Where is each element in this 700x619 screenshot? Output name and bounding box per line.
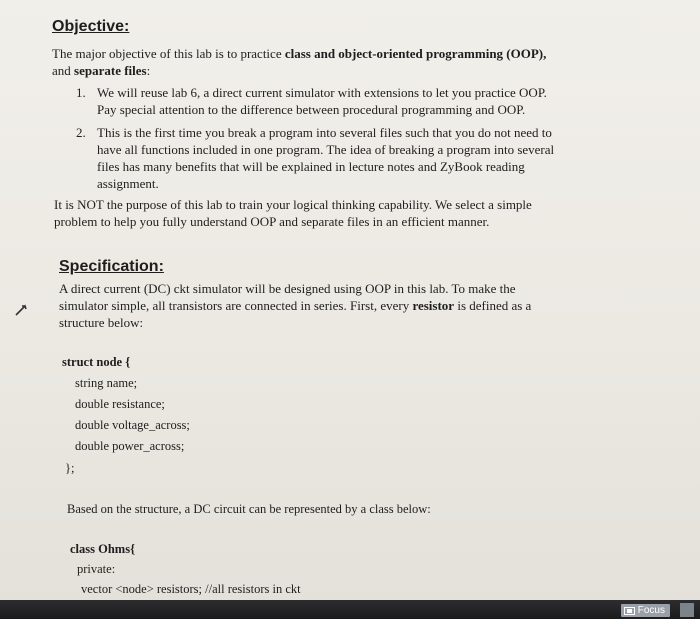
- struct-field-voltage: double voltage_across;: [75, 418, 190, 432]
- struct-field-power: double power_across;: [75, 439, 185, 453]
- list-item-2-line-2: have all functions included in one program. The idea of breaking a program into several: [97, 142, 555, 157]
- specification-line-2-text: simulator simple, all transistors are connected in series. First, every: [59, 298, 413, 313]
- objective-intro-line-1: [52, 46, 546, 62]
- objective-intro2-colon: :: [146, 63, 151, 78]
- objective-closing-line-2: problem to help you fully understand OOP and separate files in an efficient manner.: [54, 214, 490, 229]
- focus-label: Focus: [637, 605, 665, 616]
- class-access-private: private:: [77, 562, 116, 576]
- objective-intro2-text: and: [52, 63, 75, 78]
- specification-line-1: A direct current (DC) ckt simulator will be designed using OOP in this lab. To make the: [59, 281, 516, 296]
- class-intro-text: Based on the structure, a DC circuit can be represented by a class below:: [67, 502, 431, 516]
- struct-close: };: [65, 461, 75, 475]
- specification-line-2: [59, 298, 531, 314]
- focus-button[interactable]: [621, 604, 670, 617]
- class-member-resistors: vector <node> resistors; //all resistors in ckt: [81, 582, 301, 596]
- list-item-2-line-3: files has many benefits that will be explained in lecture notes and ZyBook reading: [97, 159, 525, 174]
- list-item-2-line-4: assignment.: [97, 176, 159, 191]
- pen-mark-icon: [14, 303, 28, 317]
- class-open: class Ohms{: [70, 542, 136, 556]
- list-number-1: 1.: [76, 85, 86, 100]
- specification-heading: Specification:: [59, 258, 164, 275]
- focus-icon: [624, 607, 635, 615]
- specification-line-2-end: is defined as a: [454, 298, 532, 313]
- objective-closing-line-1: It is NOT the purpose of this lab to train your logical thinking capability. We select a simple: [54, 197, 532, 212]
- list-item-1-line-2: Pay special attention to the difference between procedural programming and OOP.: [97, 102, 526, 117]
- objective-heading: Objective:: [52, 18, 130, 35]
- list-item-2-line-1: This is the first time you break a program into several files such that you do not need to: [97, 125, 552, 140]
- list-number-2: 2.: [76, 125, 86, 140]
- list-item-1-line-1: We will reuse lab 6, a direct current simulator with extensions to let you practice OOP.: [97, 85, 547, 100]
- bottom-toolbar: [0, 600, 700, 619]
- expand-icon[interactable]: [680, 603, 694, 617]
- struct-open: struct node {: [62, 355, 131, 369]
- objective-intro2-bold: separate files: [74, 63, 147, 78]
- resistor-keyword: resistor: [412, 298, 455, 313]
- struct-field-resistance: double resistance;: [75, 397, 165, 411]
- objective-intro-text: The major objective of this lab is to practice: [52, 46, 285, 61]
- objective-intro-line-2: [52, 63, 150, 79]
- objective-intro-bold: class and object-oriented programming (OOP),: [284, 46, 547, 61]
- specification-line-3: structure below:: [59, 315, 144, 330]
- struct-field-name: string name;: [75, 376, 138, 390]
